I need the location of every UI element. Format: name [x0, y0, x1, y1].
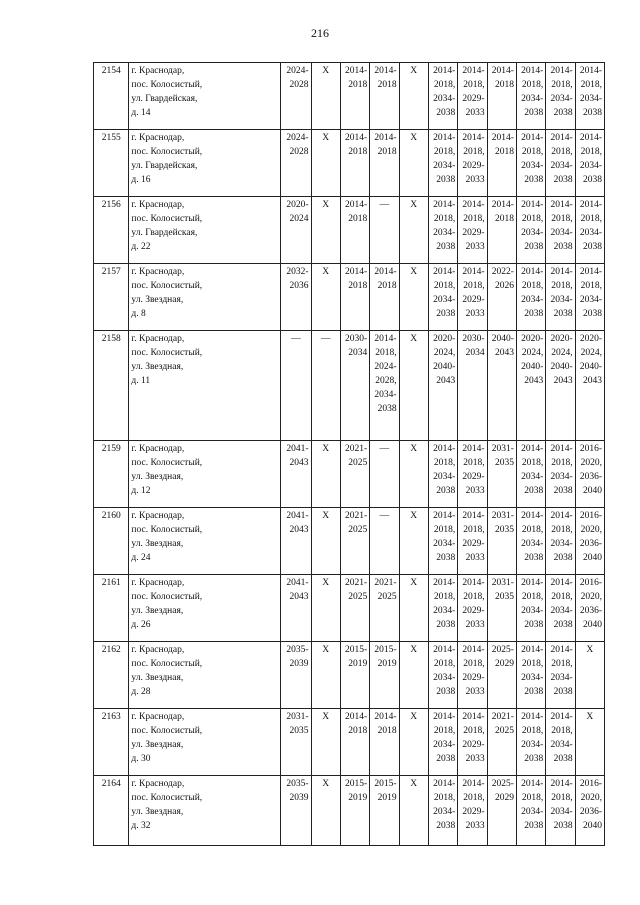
address-cell: г. Краснодар, пос. Колосистый, ул. Звездная, д. 12	[129, 441, 281, 508]
period-cell-c11: 2014- 2018, 2034- 2038	[575, 130, 604, 197]
period-cell-c7: 2014- 2018, 2029- 2033	[458, 575, 487, 642]
period-cell-c8: 2014- 2018	[487, 63, 516, 130]
period-cell-c9: 2014- 2018, 2034- 2038	[516, 709, 545, 776]
period-cell-c7: 2014- 2018, 2029- 2033	[458, 441, 487, 508]
period-cell-c2: X	[311, 776, 340, 846]
period-cell-c6: 2014- 2018, 2034- 2038	[428, 441, 457, 508]
page-number: 216	[311, 26, 329, 40]
period-cell-c2: X	[311, 709, 340, 776]
row-number: 2160	[94, 508, 129, 575]
period-cell-c11: 2016- 2020, 2036- 2040	[575, 575, 604, 642]
period-cell-c4: 2015- 2019	[370, 642, 399, 709]
period-cell-c6: 2014- 2018, 2034- 2038	[428, 264, 457, 331]
address-cell: г. Краснодар, пос. Колосистый, ул. Звездная, д. 28	[129, 642, 281, 709]
period-cell-c6: 2014- 2018, 2034- 2038	[428, 776, 457, 846]
row-number: 2158	[94, 331, 129, 441]
period-cell-c8: 2031- 2035	[487, 575, 516, 642]
period-cell-c1: 2024- 2028	[281, 63, 311, 130]
period-cell-c11: 2014- 2018, 2034- 2038	[575, 197, 604, 264]
row-number: 2161	[94, 575, 129, 642]
period-cell-c3: 2014- 2018	[340, 197, 369, 264]
period-cell-c8: 2014- 2018	[487, 130, 516, 197]
period-cell-c4: 2014- 2018	[370, 63, 399, 130]
row-number: 2157	[94, 264, 129, 331]
period-cell-c3: 2015- 2019	[340, 776, 369, 846]
period-cell-c3: 2021- 2025	[340, 508, 369, 575]
period-cell-c7: 2014- 2018, 2029- 2033	[458, 709, 487, 776]
period-cell-c8: 2025- 2029	[487, 776, 516, 846]
period-cell-c8: 2031- 2035	[487, 441, 516, 508]
period-cell-c8: 2031- 2035	[487, 508, 516, 575]
period-cell-c11: 2016- 2020, 2036- 2040	[575, 441, 604, 508]
address-cell: г. Краснодар, пос. Колосистый, ул. Гвардейская, д. 16	[129, 130, 281, 197]
period-cell-c7: 2014- 2018, 2029- 2033	[458, 63, 487, 130]
period-cell-c10: 2014- 2018, 2034- 2038	[546, 130, 575, 197]
period-cell-c2: X	[311, 642, 340, 709]
period-cell-c8: 2014- 2018	[487, 197, 516, 264]
period-cell-c2: X	[311, 575, 340, 642]
table-row	[94, 642, 605, 709]
period-cell-c10: 2020- 2024, 2040- 2043	[546, 331, 575, 441]
period-cell-c5: X	[399, 508, 428, 575]
period-cell-c2: X	[311, 130, 340, 197]
period-cell-c7: 2014- 2018, 2029- 2033	[458, 508, 487, 575]
period-cell-c5: X	[399, 441, 428, 508]
period-cell-c11: 2014- 2018, 2034- 2038	[575, 63, 604, 130]
table-row	[94, 776, 605, 846]
period-cell-c5: X	[399, 130, 428, 197]
period-cell-c5: X	[399, 709, 428, 776]
period-cell-c4: 2015- 2019	[370, 776, 399, 846]
period-cell-c2: X	[311, 441, 340, 508]
address-cell: г. Краснодар, пос. Колосистый, ул. Звездная, д. 11	[129, 331, 281, 441]
period-cell-c5: X	[399, 331, 428, 441]
period-cell-c1: 2041- 2043	[281, 441, 311, 508]
period-cell-c10: 2014- 2018, 2034- 2038	[546, 63, 575, 130]
period-cell-c4: 2014- 2018	[370, 709, 399, 776]
period-cell-c4: —	[370, 508, 399, 575]
period-cell-c3: 2014- 2018	[340, 264, 369, 331]
table-row	[94, 575, 605, 642]
period-cell-c6: 2014- 2018, 2034- 2038	[428, 709, 457, 776]
row-number: 2155	[94, 130, 129, 197]
period-cell-c6: 2014- 2018, 2034- 2038	[428, 575, 457, 642]
address-cell: г. Краснодар, пос. Колосистый, ул. Звездная, д. 30	[129, 709, 281, 776]
period-cell-c6: 2020- 2024, 2040- 2043	[428, 331, 457, 441]
table-row	[94, 130, 605, 197]
period-cell-c4: —	[370, 441, 399, 508]
period-cell-c11: X	[575, 709, 604, 776]
period-cell-c9: 2014- 2018, 2034- 2038	[516, 776, 545, 846]
period-cell-c4: 2014- 2018, 2024- 2028, 2034- 2038	[370, 331, 399, 441]
period-cell-c11: 2016- 2020, 2036- 2040	[575, 508, 604, 575]
address-cell: г. Краснодар, пос. Колосистый, ул. Звездная, д. 24	[129, 508, 281, 575]
period-cell-c3: 2030- 2034	[340, 331, 369, 441]
period-cell-c5: X	[399, 264, 428, 331]
period-cell-c2: X	[311, 508, 340, 575]
period-cell-c3: 2014- 2018	[340, 130, 369, 197]
period-cell-c4: 2014- 2018	[370, 264, 399, 331]
period-cell-c7: 2030- 2034	[458, 331, 487, 441]
period-cell-c1: 2035- 2039	[281, 642, 311, 709]
address-cell: г. Краснодар, пос. Колосистый, ул. Звездная, д. 32	[129, 776, 281, 846]
table-row	[94, 197, 605, 264]
period-cell-c9: 2020- 2024, 2040- 2043	[516, 331, 545, 441]
period-cell-c10: 2014- 2018, 2034- 2038	[546, 508, 575, 575]
period-cell-c1: 2020- 2024	[281, 197, 311, 264]
period-cell-c7: 2014- 2018, 2029- 2033	[458, 197, 487, 264]
period-cell-c9: 2014- 2018, 2034- 2038	[516, 642, 545, 709]
period-cell-c1: 2031- 2035	[281, 709, 311, 776]
period-cell-c3: 2014- 2018	[340, 709, 369, 776]
period-cell-c7: 2014- 2018, 2029- 2033	[458, 776, 487, 846]
period-cell-c10: 2014- 2018, 2034- 2038	[546, 575, 575, 642]
period-cell-c9: 2014- 2018, 2034- 2038	[516, 130, 545, 197]
period-cell-c3: 2014- 2018	[340, 63, 369, 130]
period-cell-c2: X	[311, 197, 340, 264]
period-cell-c6: 2014- 2018, 2034- 2038	[428, 130, 457, 197]
period-cell-c10: 2014- 2018, 2034- 2038	[546, 709, 575, 776]
period-cell-c3: 2021- 2025	[340, 575, 369, 642]
period-cell-c9: 2014- 2018, 2034- 2038	[516, 441, 545, 508]
period-cell-c4: 2021- 2025	[370, 575, 399, 642]
row-number: 2159	[94, 441, 129, 508]
period-cell-c6: 2014- 2018, 2034- 2038	[428, 197, 457, 264]
period-cell-c10: 2014- 2018, 2034- 2038	[546, 441, 575, 508]
period-cell-c10: 2014- 2018, 2034- 2038	[546, 197, 575, 264]
period-cell-c9: 2014- 2018, 2034- 2038	[516, 264, 545, 331]
address-cell: г. Краснодар, пос. Колосистый, ул. Звездная, д. 8	[129, 264, 281, 331]
period-cell-c8: 2025- 2029	[487, 642, 516, 709]
period-cell-c9: 2014- 2018, 2034- 2038	[516, 63, 545, 130]
period-cell-c1: —	[281, 331, 311, 441]
period-cell-c10: 2014- 2018, 2034- 2038	[546, 264, 575, 331]
period-cell-c11: 2016- 2020, 2036- 2040	[575, 776, 604, 846]
period-cell-c9: 2014- 2018, 2034- 2038	[516, 197, 545, 264]
table-row	[94, 441, 605, 508]
period-cell-c9: 2014- 2018, 2034- 2038	[516, 575, 545, 642]
period-cell-c2: X	[311, 264, 340, 331]
period-cell-c5: X	[399, 63, 428, 130]
period-cell-c3: 2015- 2019	[340, 642, 369, 709]
period-cell-c10: 2014- 2018, 2034- 2038	[546, 642, 575, 709]
period-cell-c9: 2014- 2018, 2034- 2038	[516, 508, 545, 575]
period-cell-c1: 2041- 2043	[281, 575, 311, 642]
period-cell-c5: X	[399, 575, 428, 642]
period-cell-c2: X	[311, 63, 340, 130]
row-number: 2163	[94, 709, 129, 776]
register-table	[93, 62, 605, 846]
period-cell-c11: X	[575, 642, 604, 709]
table-row	[94, 63, 605, 130]
period-cell-c1: 2032- 2036	[281, 264, 311, 331]
row-number: 2162	[94, 642, 129, 709]
period-cell-c7: 2014- 2018, 2029- 2033	[458, 130, 487, 197]
period-cell-c7: 2014- 2018, 2029- 2033	[458, 642, 487, 709]
register-table-body	[94, 63, 605, 846]
row-number: 2156	[94, 197, 129, 264]
period-cell-c11: 2020- 2024, 2040- 2043	[575, 331, 604, 441]
row-number: 2164	[94, 776, 129, 846]
period-cell-c11: 2014- 2018, 2034- 2038	[575, 264, 604, 331]
period-cell-c6: 2014- 2018, 2034- 2038	[428, 63, 457, 130]
period-cell-c7: 2014- 2018, 2029- 2033	[458, 264, 487, 331]
period-cell-c1: 2035- 2039	[281, 776, 311, 846]
period-cell-c6: 2014- 2018, 2034- 2038	[428, 508, 457, 575]
period-cell-c4: —	[370, 197, 399, 264]
address-cell: г. Краснодар, пос. Колосистый, ул. Гвардейская, д. 22	[129, 197, 281, 264]
row-number: 2154	[94, 63, 129, 130]
period-cell-c1: 2041- 2043	[281, 508, 311, 575]
period-cell-c5: X	[399, 642, 428, 709]
period-cell-c8: 2021- 2025	[487, 709, 516, 776]
period-cell-c8: 2022- 2026	[487, 264, 516, 331]
period-cell-c3: 2021- 2025	[340, 441, 369, 508]
period-cell-c1: 2024- 2028	[281, 130, 311, 197]
period-cell-c6: 2014- 2018, 2034- 2038	[428, 642, 457, 709]
period-cell-c10: 2014- 2018, 2034- 2038	[546, 776, 575, 846]
table-row	[94, 331, 605, 441]
table-row	[94, 709, 605, 776]
address-cell: г. Краснодар, пос. Колосистый, ул. Звездная, д. 26	[129, 575, 281, 642]
address-cell: г. Краснодар, пос. Колосистый, ул. Гвардейская, д. 14	[129, 63, 281, 130]
table-row	[94, 264, 605, 331]
period-cell-c5: X	[399, 776, 428, 846]
period-cell-c4: 2014- 2018	[370, 130, 399, 197]
period-cell-c8: 2040- 2043	[487, 331, 516, 441]
period-cell-c5: X	[399, 197, 428, 264]
period-cell-c2: —	[311, 331, 340, 441]
table-row	[94, 508, 605, 575]
